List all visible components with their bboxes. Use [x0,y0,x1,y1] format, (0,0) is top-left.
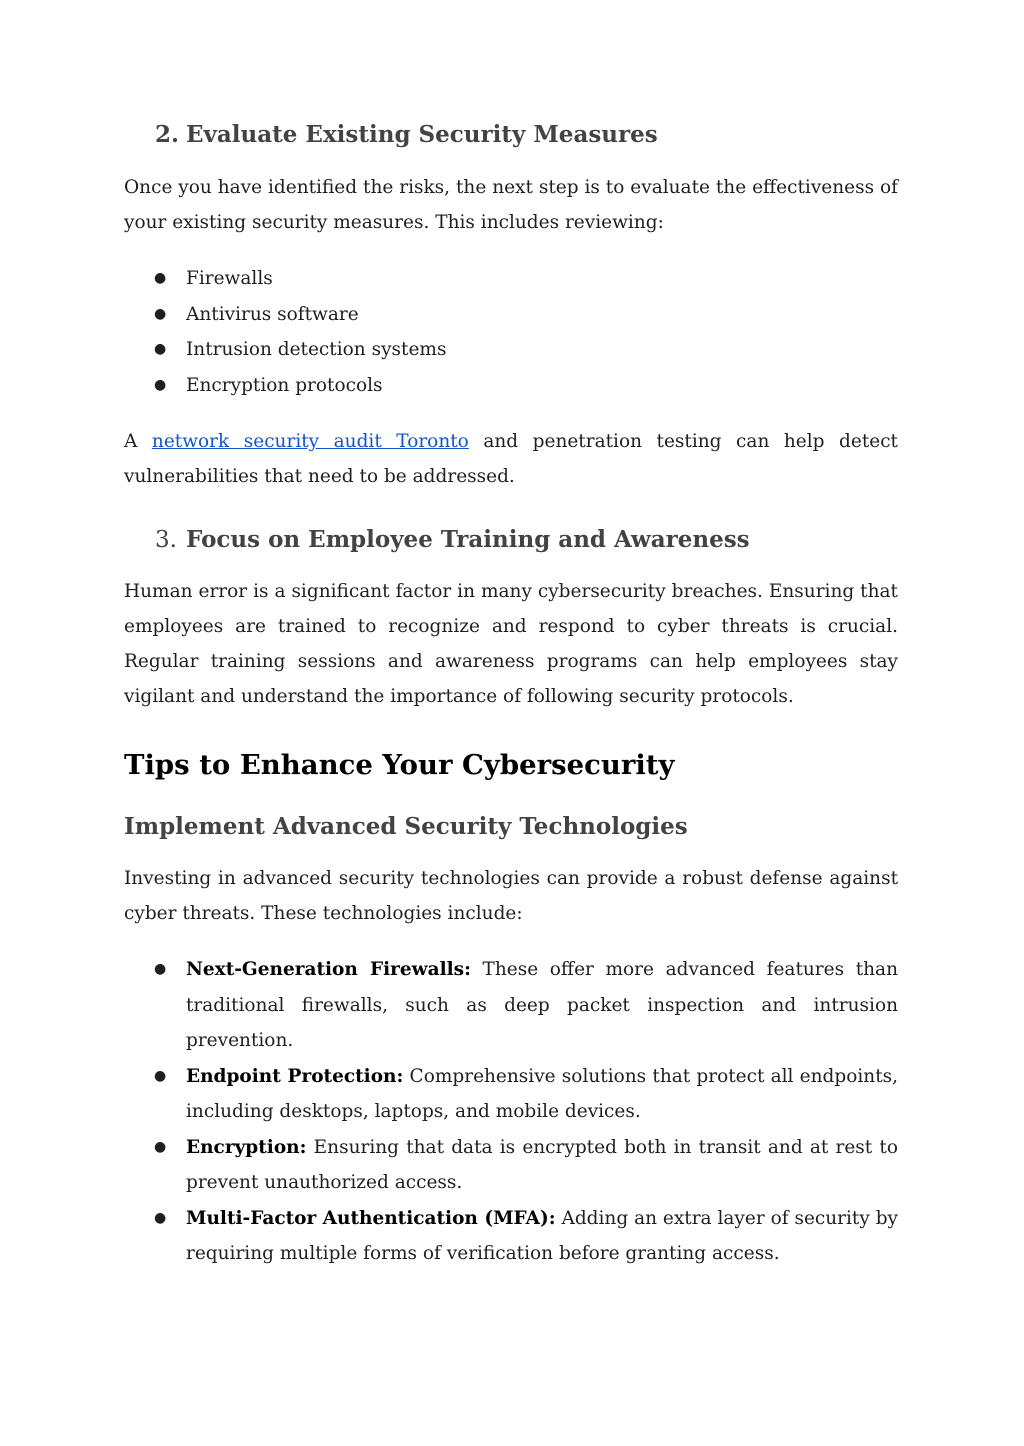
audit-link[interactable]: network security audit Toronto [151,431,469,452]
bullet-icon: ● [154,341,167,358]
list-item-term: Endpoint Protection: [186,1065,404,1087]
technologies-list [124,952,898,1272]
bullet-icon: ● [154,305,167,322]
bullet-icon: ● [154,961,167,977]
list-item-text: Antivirus software [186,303,359,325]
tips-intro-paragraph: Investing in advanced security technologies can provide a robust defense against cyber threats. These technologies include: [124,868,898,924]
list-item-desc: Comprehensive solutions that protect all endpoints, including desktops, laptops, and mobile devices. [186,1065,899,1122]
bullet-icon: ● [154,377,167,394]
section-title: Focus on Employee Training and Awareness [186,526,750,553]
list-item [124,1201,898,1272]
list-item [124,332,898,368]
section-title: Evaluate Existing Security Measures [186,121,658,148]
list-item-term: Next-Generation Firewalls: [186,959,471,980]
list-item [124,952,898,1059]
audit-suffix: and penetration testing can help detect vulnerabilities that need to be addressed. [124,431,898,487]
list-item [124,261,898,297]
training-paragraph: Human error is a significant factor in many cybersecurity breaches. Ensuring that employees are trained to recognize and respond to cyber threats is crucial. Regular training sessions and awareness programs can help employees stay vigilant and understand the importance of following security protocols. [124,581,898,707]
bullet-icon: ● [154,1209,167,1226]
list-item-desc: Ensuring that data is encrypted both in transit and at rest to prevent unauthorized access. [186,1136,899,1193]
audit-prefix: A [124,431,138,452]
evaluate-intro-paragraph: Once you have identified the risks, the next step is to evaluate the effectiveness of your existing security measures. This includes reviewing: [124,177,898,233]
section-number: 2. [155,121,180,148]
list-item [124,297,898,333]
section-number: 3. [155,527,177,553]
security-measures-list [124,261,898,404]
bullet-icon: ● [154,1067,167,1084]
list-item-term: Multi-Factor Authentication (MFA): [186,1207,556,1229]
list-item-term: Encryption: [186,1136,307,1158]
list-item-desc: These offer more advanced features than traditional firewalls, such as deep packet inspection and intrusion prevention. [186,959,899,1051]
bullet-icon: ● [154,1138,167,1155]
list-item-desc: Adding an extra layer of security by requiring multiple forms of verification before granting access. [186,1207,898,1264]
tips-heading: Tips to Enhance Your Cybersecurity [124,749,675,781]
list-item [124,1130,898,1201]
bullet-icon: ● [154,270,167,286]
audit-paragraph [124,424,898,494]
list-item [124,1059,898,1130]
list-item-text: Encryption protocols [186,375,383,397]
list-item [124,368,898,404]
section-heading-evaluate [155,121,900,148]
tips-subheading: Implement Advanced Security Technologies [124,813,688,840]
list-item-text: Intrusion detection systems [186,339,447,361]
list-item-text: Firewalls [186,268,273,289]
section-heading-training [155,526,900,553]
